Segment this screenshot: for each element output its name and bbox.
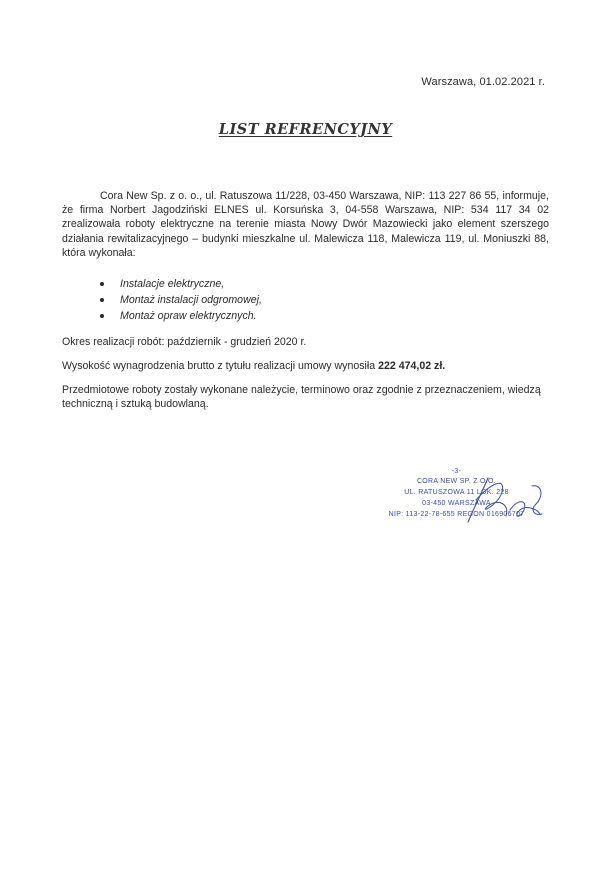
work-item-label: Montaż instalacji odgromowej, (120, 294, 262, 307)
works-list (106, 276, 506, 325)
letter-title: LIST REFRENCYJNY (218, 121, 393, 138)
period-paragraph: Okres realizacji robót: październik - grudzień 2020 r. (62, 336, 307, 348)
list-item (106, 276, 506, 292)
salary-amount: 222 474,02 zł. (378, 360, 446, 372)
company-stamp (384, 467, 544, 533)
closing-paragraph: Przedmiotowe roboty zostały wykonane należycie, terminowo oraz zgodnie z przeznaczeniem, wiedzą techniczną i sztuką budowlaną. (62, 384, 541, 411)
place-date: Warszawa, 01.02.2021 r. (421, 76, 545, 88)
work-item-label: Instalacje elektryczne, (120, 278, 225, 290)
stamp-line: -3- (451, 468, 462, 475)
list-item (106, 308, 506, 324)
stamp-line: 03-450 WARSZAWA (422, 500, 491, 507)
salary-paragraph (62, 359, 549, 373)
intro-paragraph: Cora New Sp. z o. o., ul. Ratuszowa 11/228, 03-450 Warszawa, NIP: 113 227 86 55, informuje, że firma Norbert Jagodziński ELNES ul. Korsuńska 3, 04-558 Warszawa, NIP: 534 117 34 02 zrealizowała roboty elektryczne na terenie miasta Nowy Dwór Mazowiecki jako element szerszego działania rewitalizacyjnego – budynki mieszkalne ul. Malewicza 118, Malewicza 119, ul. Moniuszki 88, która wykonała: (62, 190, 549, 259)
stamp-line: NIP: 113-22-78-655 REGON 016906707 (388, 511, 525, 518)
work-item-label: Montaż opraw elektrycznych. (120, 310, 257, 323)
list-item (106, 292, 506, 308)
salary-prefix: Wysokość wynagrodzenia brutto z tytułu realizacji umowy wynosiła (62, 360, 376, 372)
bullet-icon (100, 298, 104, 302)
bullet-icon (100, 282, 104, 286)
stamp-line: CORA NEW SP. Z O.O. (416, 478, 497, 485)
bullet-icon (100, 314, 104, 318)
stamp-line: UL. RATUSZOWA 11 LOK. 228 (404, 489, 509, 496)
